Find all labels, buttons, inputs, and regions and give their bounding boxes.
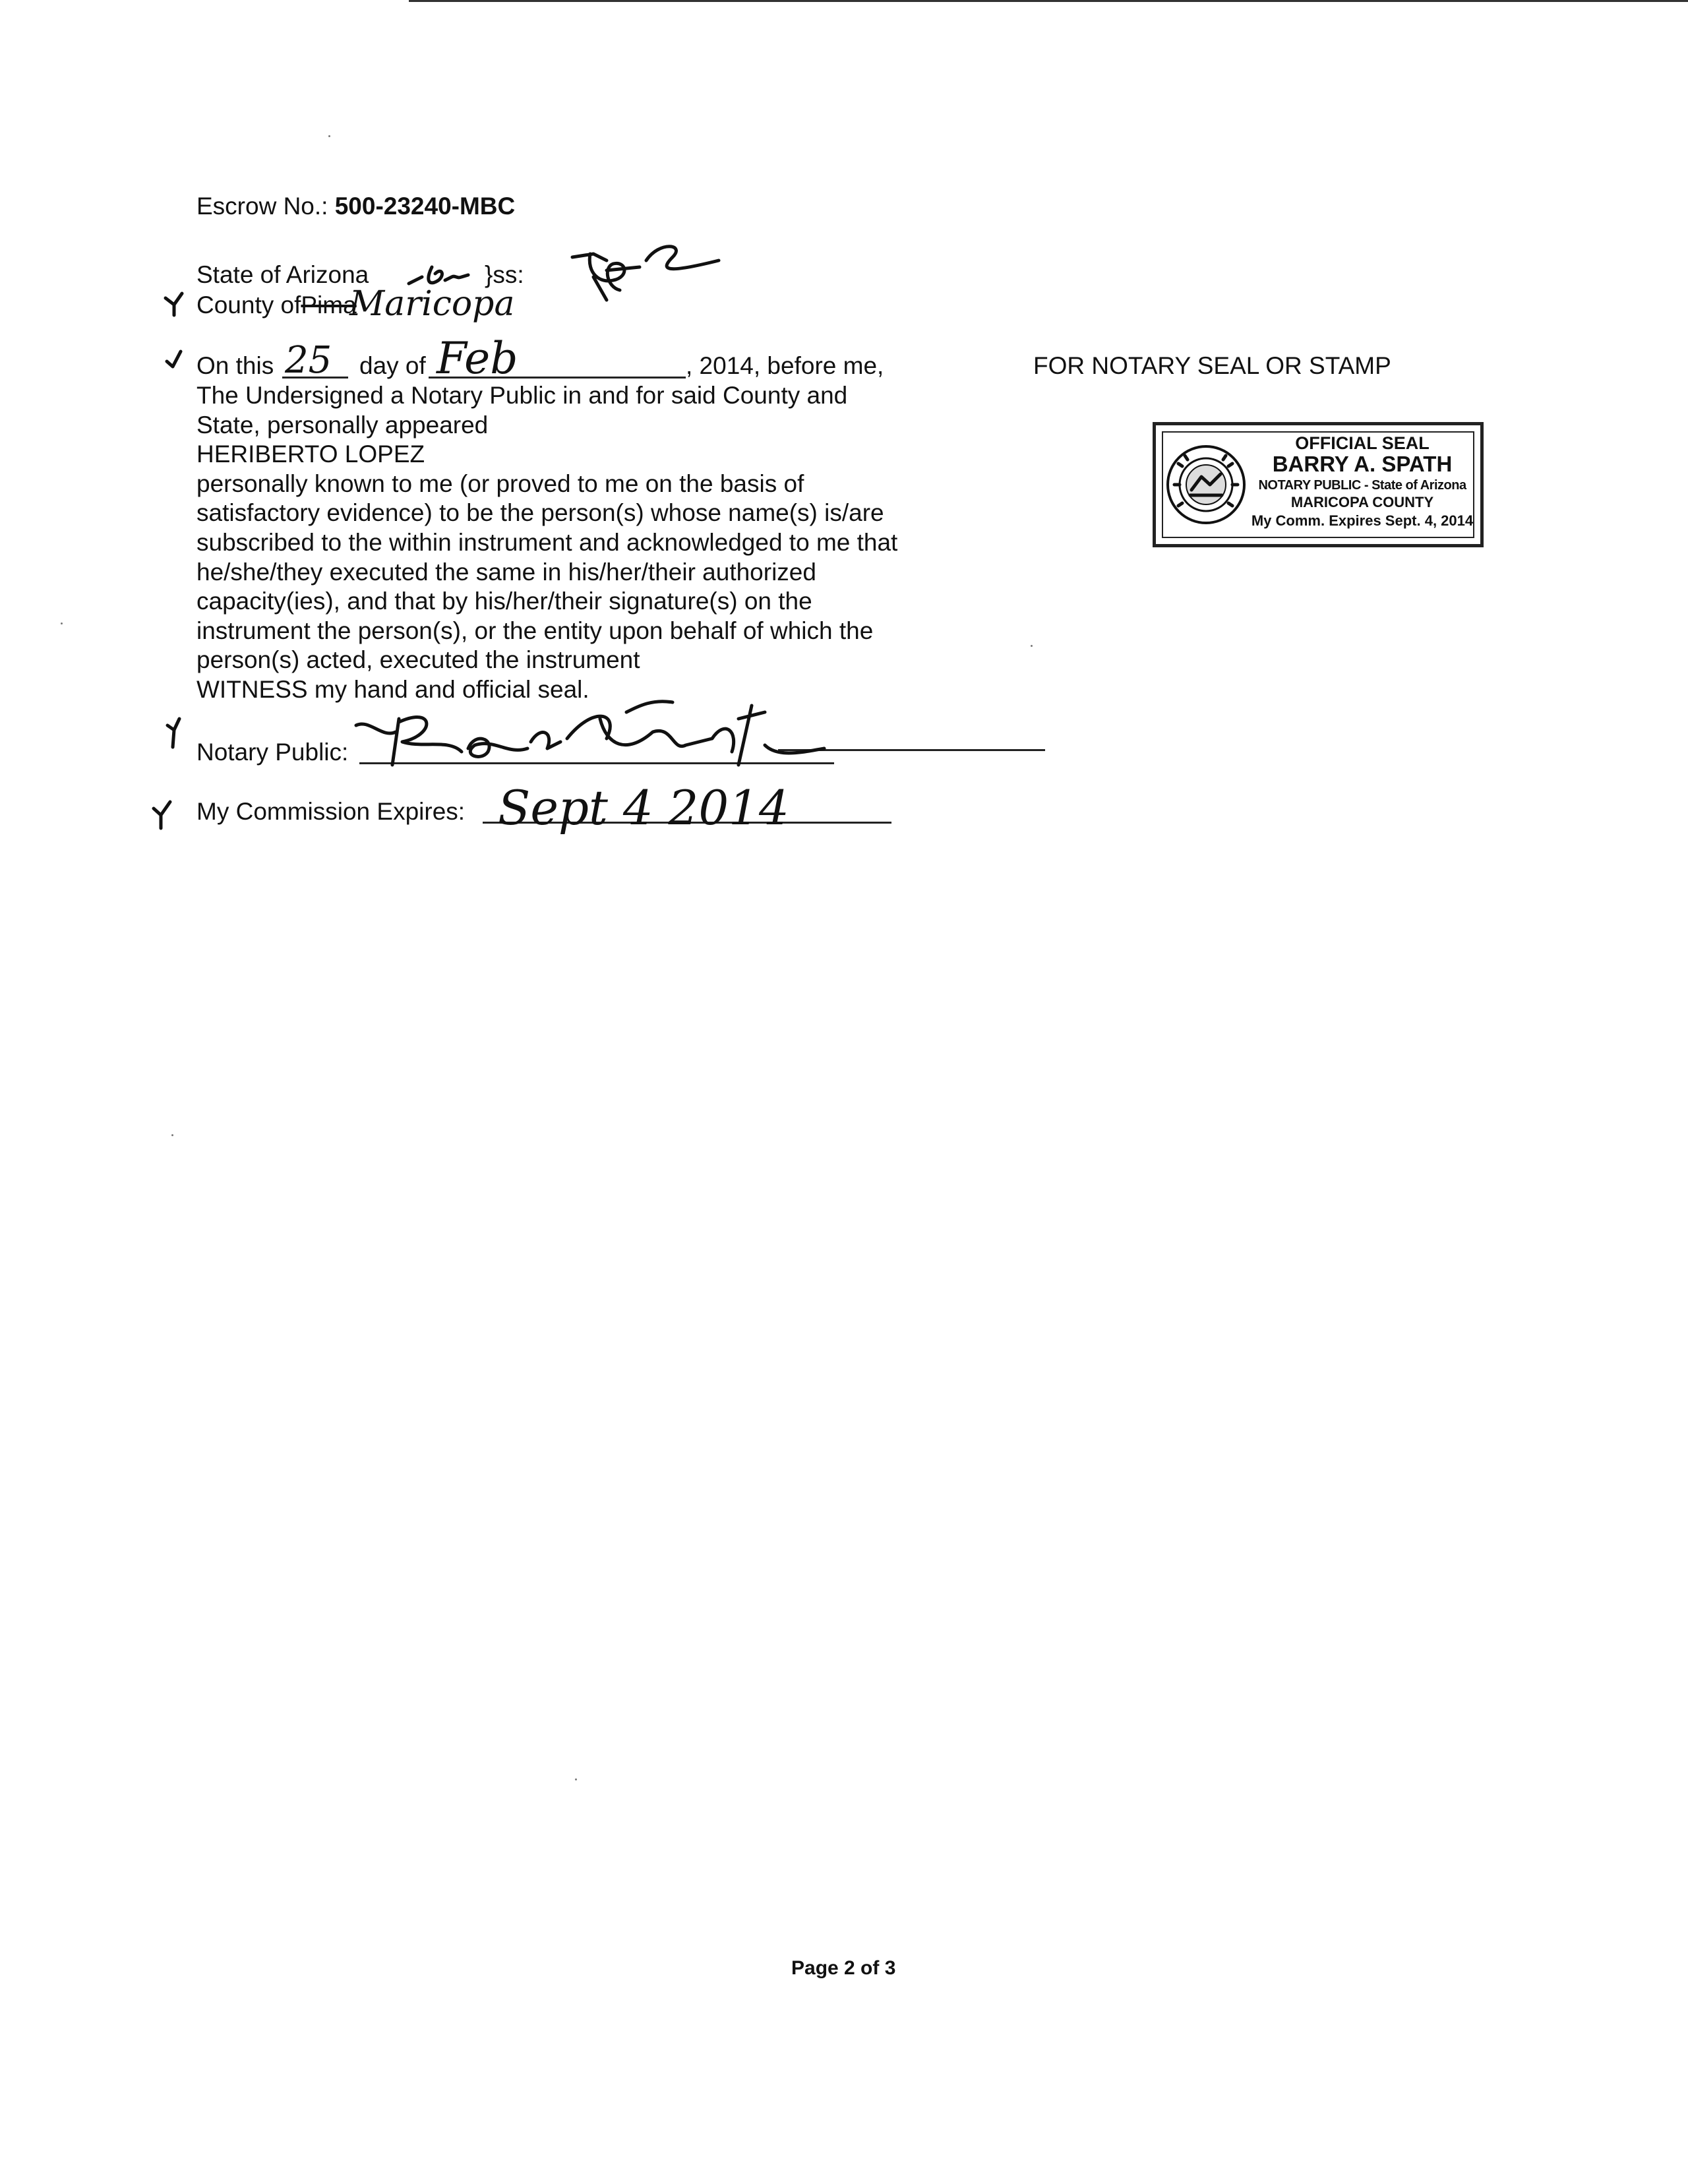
scan-speck [171, 1134, 173, 1136]
arizona-state-seal-icon [1165, 444, 1247, 526]
ss-mark: }ss: [485, 261, 524, 288]
seal-line3: NOTARY PUBLIC - State of Arizona [1258, 478, 1466, 493]
scan-speck [328, 135, 330, 137]
body-line: personally known to me (or proved to me on the basis of [196, 470, 804, 497]
escrow-line [196, 191, 515, 221]
month-handwritten [435, 330, 567, 382]
appeared-name: HERIBERTO LOPEZ [196, 440, 425, 468]
day-of-label: day of [359, 352, 426, 379]
seal-heading: FOR NOTARY SEAL OR STAMP [1033, 352, 1391, 379]
svg-text:25: 25 [285, 339, 332, 382]
svg-text:Sept 4 2014: Sept 4 2014 [498, 780, 789, 835]
svg-text:Maricopa: Maricopa [349, 284, 515, 324]
county-handwritten [343, 277, 580, 330]
checkmark-icon [162, 715, 189, 748]
notary-public-label: Notary Public: [196, 739, 349, 766]
scan-speck [61, 622, 63, 624]
county-struck: Pima [301, 291, 357, 318]
body-line: capacity(ies), and that by his/her/their signature(s) on the [196, 588, 812, 615]
initials-scribble [567, 234, 725, 307]
day-handwritten [284, 339, 356, 382]
commission-handwritten [485, 773, 907, 859]
acknowledgment-body [196, 381, 897, 705]
body-line: instrument the person(s), or the entity upon behalf of which the [196, 617, 874, 644]
escrow-number: 500-23240-MBC [334, 193, 516, 220]
checkmark-icon [162, 290, 189, 317]
page-number: Page 2 of 3 [791, 1957, 896, 1979]
notary-signature [343, 692, 831, 778]
body-line: subscribed to the within instrument and acknowledged to me that [196, 528, 898, 556]
seal-line4: MARICOPA COUNTY [1290, 494, 1434, 510]
scan-speck [1031, 645, 1033, 647]
commission-label: My Commission Expires: [196, 798, 466, 825]
seal-name: BARRY A. SPATH [1272, 452, 1453, 476]
notary-seal-stamp [1153, 422, 1484, 547]
state-label: State of Arizona [196, 261, 369, 288]
body-line: The Undersigned a Notary Public in and for said County and [196, 382, 848, 409]
scan-top-edge [409, 0, 1688, 2]
seal-line1: OFFICIAL SEAL [1295, 433, 1430, 453]
body-line: he/she/they executed the same in his/her/their authorized [196, 558, 816, 586]
county-line [196, 290, 357, 320]
scan-speck [575, 1778, 577, 1780]
on-this-label: On this [196, 352, 274, 379]
county-label: County of [196, 291, 301, 318]
escrow-label: Escrow No.: [196, 193, 328, 220]
checkmark-icon [164, 348, 190, 375]
checkmark-icon [150, 797, 177, 830]
svg-text:Feb: Feb [437, 333, 518, 384]
body-line: satisfactory evidence) to be the person(s) whose name(s) is/are [196, 499, 884, 527]
seal-line5: My Comm. Expires Sept. 4, 2014 [1251, 512, 1474, 529]
body-line: WITNESS my hand and official seal. [196, 675, 589, 703]
body-line: person(s) acted, executed the instrument [196, 646, 640, 674]
year-text: , 2014, before me, [686, 352, 884, 379]
body-line: State, personally appeared [196, 411, 489, 439]
